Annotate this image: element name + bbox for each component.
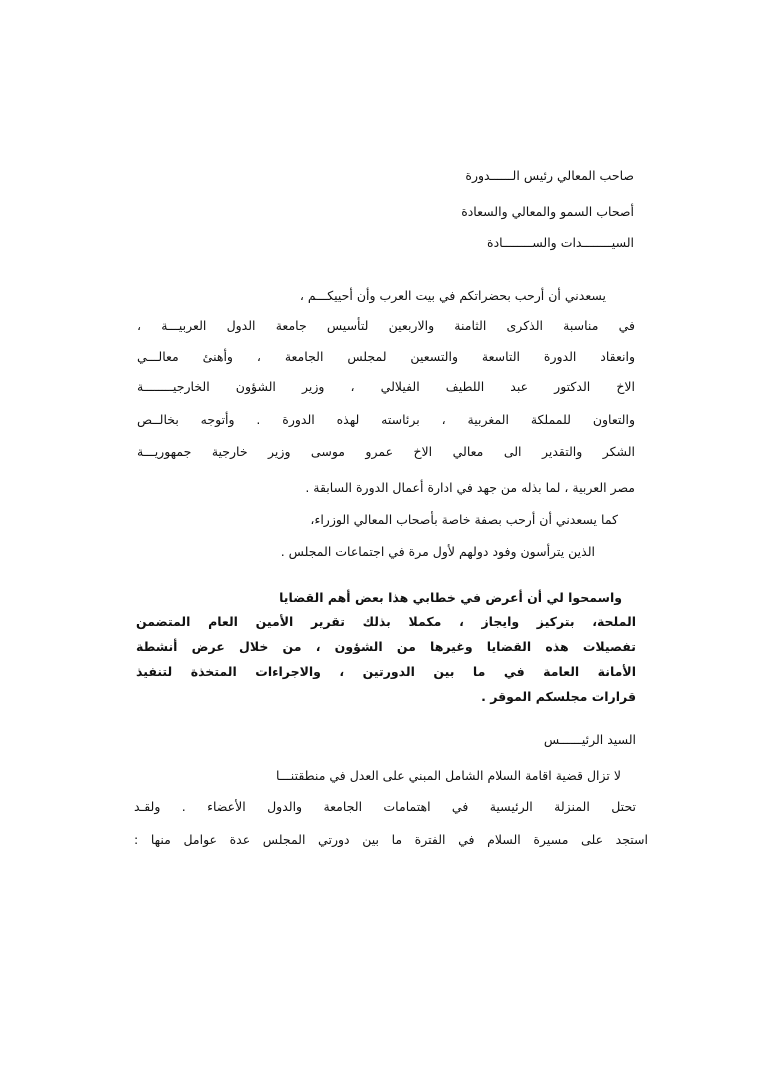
- paragraph-line: واسمحوا لي أن أعرض في خطابي هذا بعض أهم القضايا: [279, 590, 622, 605]
- paragraph-line: مصر العربية ، لما بذله من جهد في ادارة أعمال الدورة السابقة .: [305, 480, 635, 495]
- salutation-line: أصحاب السمو والمعالي والسعادة: [461, 204, 634, 219]
- paragraph-line: والتعاون للمملكة المغربية ، برئاسته لهذه الدورة . وأتوجه بخالــص: [137, 412, 635, 427]
- paragraph-line: تفصيلات هذه القضايا وغيرها من الشؤون ، من خلال عرض أنشطة: [136, 639, 636, 654]
- section-heading: السيد الرئيــــــس: [543, 732, 636, 747]
- salutation-line: صاحب المعالي رئيس الــــــدورة: [465, 168, 634, 183]
- paragraph-line: الشكر والتقدير الى معالي الاخ عمرو موسى وزير خارجية جمهوريـــة: [137, 444, 635, 459]
- paragraph-line: تحتل المنزلة الرئيسية في اهتمامات الجامعة والدول الأعضاء . ولقـد: [134, 799, 636, 814]
- paragraph-line: وانعقاد الدورة التاسعة والتسعين لمجلس الجامعة ، وأهنئ معالـــي: [137, 349, 635, 364]
- paragraph-line: في مناسبة الذكرى الثامنة والاربعين لتأسيس جامعة الدول العربيـــة ،: [137, 318, 635, 333]
- paragraph-line: لا تزال قضية اقامة السلام الشامل المبني على العدل في منطقتنـــا: [276, 768, 621, 783]
- paragraph-line: يسعدني أن أرحب بحضراتكم في بيت العرب وأن أحييكـــم ،: [299, 288, 606, 303]
- paragraph-line: الاخ الدكتور عبد اللطيف الفيلالي ، وزير الشؤون الخارجيــــــــة: [137, 379, 635, 394]
- paragraph-line: الأمانة العامة في ما بين الدورتين ، والاجراءات المتخذة لتنفيذ: [136, 664, 636, 679]
- paragraph-line: قرارات مجلسكم الموقر .: [481, 689, 636, 704]
- paragraph-line: كما يسعدني أن أرحب بصفة خاصة بأصحاب المعالي الوزراء،: [310, 512, 618, 527]
- paragraph-line: الذين يترأسون وفود دولهم لأول مرة في اجتماعات المجلس .: [280, 544, 595, 559]
- salutation-line: السيــــــــدات والســــــــادة: [487, 235, 634, 250]
- paragraph-line: الملحة، بتركيز وايجاز ، مكملا بذلك تقرير الأمين العام المتضمن: [136, 614, 636, 629]
- paragraph-line: استجد على مسيرة السلام في الفترة ما بين دورتي المجلس عدة عوامل منها :: [134, 832, 648, 847]
